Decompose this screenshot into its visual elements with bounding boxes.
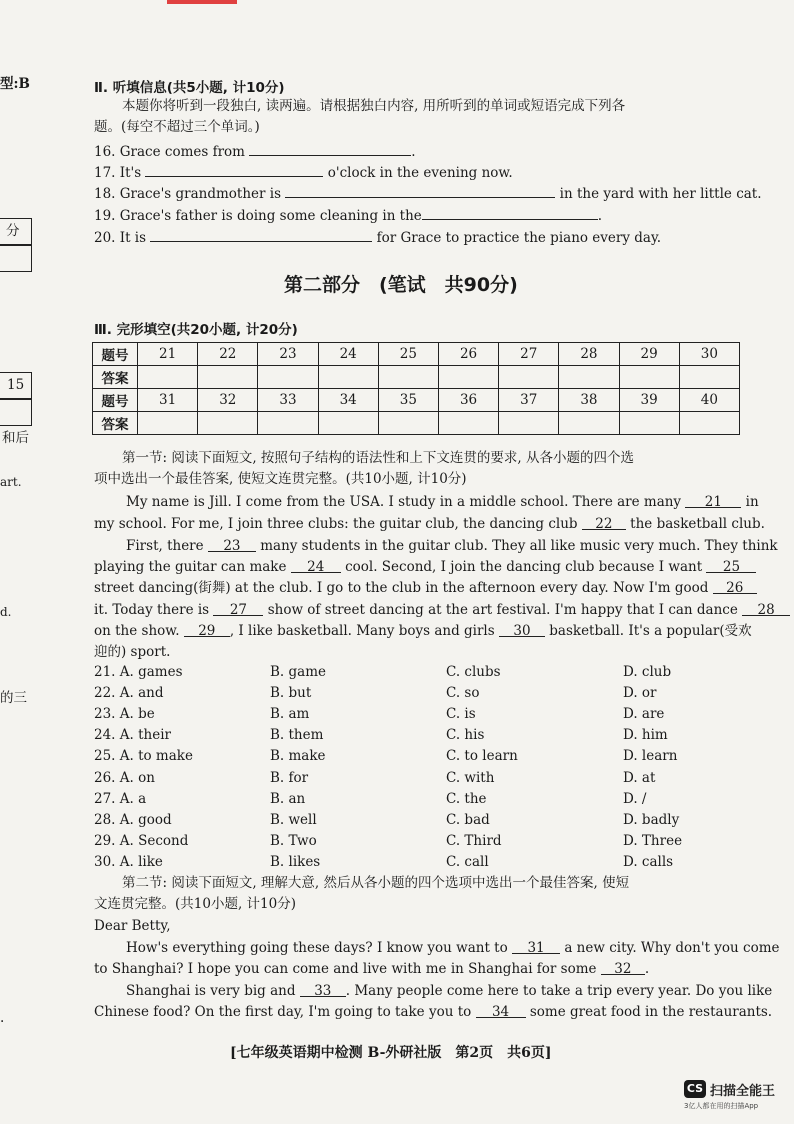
table-row bbox=[93, 366, 740, 389]
blank-27[interactable]: 27 bbox=[213, 600, 263, 616]
table-number-cell: 24 bbox=[318, 343, 378, 366]
question-18 bbox=[94, 182, 762, 205]
option-d[interactable]: D. Three bbox=[623, 832, 683, 849]
question-17-text: 17. It's bbox=[94, 165, 142, 181]
table-label-number: 题号 bbox=[93, 389, 138, 412]
option-a[interactable]: 28. A. good bbox=[94, 811, 172, 828]
section2-instruction-1: 本题你将听到一段独白, 读两遍。请根据独白内容, 用所听到的单词或短语完成下列各 bbox=[122, 98, 626, 114]
blank-29[interactable]: 29 bbox=[184, 621, 230, 637]
passage-text: it. Today there is bbox=[94, 602, 210, 618]
table-number-cell: 39 bbox=[619, 389, 679, 412]
margin-fen: 分 bbox=[6, 223, 20, 239]
question-19-end: . bbox=[597, 208, 603, 224]
option-d[interactable]: D. are bbox=[623, 706, 665, 723]
margin-box-divider-2 bbox=[0, 398, 32, 400]
letter-text: some great food in the restaurants. bbox=[529, 1004, 773, 1020]
question-18-text: 18. Grace's grandmother is bbox=[94, 186, 282, 202]
table-number-cell: 26 bbox=[438, 343, 498, 366]
answer-cell-29[interactable] bbox=[619, 366, 679, 389]
passage-text: , I like basketball. Many boys and girls bbox=[229, 623, 495, 639]
option-a[interactable]: 25. A. to make bbox=[94, 748, 193, 765]
part2-instruction-1: 第二节: 阅读下面短文, 理解大意, 然后从各小题的四个选项中选出一个最佳答案, 使短 bbox=[122, 875, 630, 891]
blank-28[interactable]: 28 bbox=[742, 600, 790, 616]
passage-line-2 bbox=[94, 514, 765, 535]
watermark-subtitle: 3亿人都在用的扫描App bbox=[684, 1102, 759, 1110]
option-d[interactable]: D. club bbox=[623, 664, 672, 680]
table-row bbox=[93, 412, 740, 435]
option-b[interactable]: B. well bbox=[270, 811, 317, 828]
table-number-cell: 25 bbox=[378, 343, 438, 366]
margin-text-desan: 的三 bbox=[0, 690, 27, 706]
answer-cell-39[interactable] bbox=[619, 412, 679, 435]
blank-33[interactable]: 33 bbox=[300, 981, 346, 997]
option-d[interactable]: D. or bbox=[623, 685, 657, 702]
option-a[interactable]: 22. A. and bbox=[94, 685, 164, 702]
margin-text-d: d. bbox=[0, 605, 12, 619]
option-b[interactable]: B. make bbox=[270, 748, 326, 765]
blank-23[interactable]: 23 bbox=[208, 536, 256, 552]
option-b[interactable]: B. an bbox=[270, 790, 306, 807]
blank-26[interactable]: 26 bbox=[713, 578, 757, 594]
question-19-text: 19. Grace's father is doing some cleaning in the bbox=[94, 208, 422, 224]
question-20-text: 20. It is bbox=[94, 230, 147, 246]
option-c[interactable]: C. to learn bbox=[446, 748, 518, 765]
passage-text: the basketball club. bbox=[630, 516, 765, 532]
table-number-cell: 23 bbox=[258, 343, 318, 366]
blank-34[interactable]: 34 bbox=[476, 1002, 526, 1018]
answer-blank-18[interactable] bbox=[285, 182, 555, 198]
question-17 bbox=[94, 161, 513, 184]
blank-21[interactable]: 21 bbox=[685, 492, 741, 508]
option-b[interactable]: B. them bbox=[270, 727, 324, 744]
answer-cell-28[interactable] bbox=[559, 366, 619, 389]
margin-text-dot: . bbox=[0, 1010, 5, 1026]
table-label-number: 题号 bbox=[93, 343, 138, 366]
passage-text: cool. Second, I join the dancing club because I want bbox=[345, 559, 703, 575]
option-b[interactable]: B. but bbox=[270, 685, 312, 702]
table-number-cell: 29 bbox=[619, 343, 679, 366]
letter-line-3 bbox=[126, 981, 772, 1002]
option-c[interactable]: C. the bbox=[446, 790, 487, 807]
question-20-end: for Grace to practice the piano every day. bbox=[376, 230, 662, 246]
passage-text: First, there bbox=[126, 538, 204, 554]
option-a[interactable]: 21. A. games bbox=[94, 664, 183, 680]
passage-text: many students in the guitar club. They all like music very much. They think bbox=[260, 538, 778, 554]
letter-line-1 bbox=[126, 938, 780, 959]
question-20 bbox=[94, 226, 661, 249]
answer-blank-16[interactable] bbox=[249, 140, 411, 156]
letter-text: Shanghai is very big and bbox=[126, 983, 296, 999]
option-c[interactable]: C. his bbox=[446, 727, 485, 744]
letter-greeting: Dear Betty, bbox=[94, 918, 171, 934]
table-row bbox=[93, 343, 740, 366]
option-a[interactable]: 27. A. a bbox=[94, 790, 147, 807]
question-16-text: 16. Grace comes from bbox=[94, 144, 245, 160]
option-c[interactable]: C. so bbox=[446, 685, 480, 702]
letter-text: to Shanghai? I hope you can come and live with me in Shanghai for some bbox=[94, 961, 597, 977]
answer-cell-26[interactable] bbox=[438, 366, 498, 389]
answer-cell-31[interactable] bbox=[138, 412, 198, 435]
table-number-cell: 27 bbox=[499, 343, 559, 366]
question-17-end: o'clock in the evening now. bbox=[327, 165, 513, 181]
answer-cell-32[interactable] bbox=[198, 412, 258, 435]
answer-cell-24[interactable] bbox=[318, 366, 378, 389]
camscanner-logo-icon: CS bbox=[684, 1080, 706, 1098]
answer-cell-34[interactable] bbox=[318, 412, 378, 435]
letter-line-4 bbox=[94, 1002, 772, 1023]
passage-line-4 bbox=[94, 557, 756, 578]
option-b[interactable]: B. likes bbox=[270, 853, 321, 870]
letter-text: . Many people come here to take a trip every year. Do you like bbox=[345, 983, 773, 999]
passage-text: basketball. It's a popular(受欢 bbox=[549, 623, 752, 639]
table-number-cell: 38 bbox=[559, 389, 619, 412]
passage-line-7 bbox=[94, 621, 752, 642]
option-b[interactable]: B. Two bbox=[270, 832, 317, 849]
letter-text: How's everything going these days? I know you want to bbox=[126, 940, 508, 956]
part1-instruction-1: 第一节: 阅读下面短文, 按照句子结构的语法性和上下文连贯的要求, 从各小题的四个选 bbox=[122, 450, 635, 466]
blank-30[interactable]: 30 bbox=[499, 621, 545, 637]
answer-cell-37[interactable] bbox=[499, 412, 559, 435]
answer-cell-36[interactable] bbox=[438, 412, 498, 435]
table-number-cell: 21 bbox=[138, 343, 198, 366]
option-c[interactable]: C. Third bbox=[446, 832, 502, 849]
passage-line-3 bbox=[126, 536, 778, 557]
option-b[interactable]: B. game bbox=[270, 664, 326, 680]
table-number-cell: 40 bbox=[679, 389, 739, 412]
table-number-cell: 33 bbox=[258, 389, 318, 412]
answer-blank-19[interactable] bbox=[422, 204, 598, 220]
blank-31[interactable]: 31 bbox=[512, 938, 560, 954]
answer-cell-25[interactable] bbox=[378, 366, 438, 389]
table-label-answer: 答案 bbox=[93, 412, 138, 435]
table-number-cell: 31 bbox=[138, 389, 198, 412]
section3-heading: Ⅲ. 完形填空(共20小题, 计20分) bbox=[94, 322, 298, 338]
margin-text-art: art. bbox=[0, 475, 22, 489]
option-d[interactable]: D. calls bbox=[623, 853, 674, 870]
section2-heading: Ⅱ. 听填信息(共5小题, 计10分) bbox=[94, 80, 285, 96]
answer-cell-30[interactable] bbox=[679, 366, 739, 389]
answer-cell-22[interactable] bbox=[198, 366, 258, 389]
question-19 bbox=[94, 204, 602, 227]
letter-text: . bbox=[644, 961, 650, 977]
letter-line-2 bbox=[94, 959, 649, 980]
page-footer: [七年级英语期中检测 B-外研社版 第2页 共6页] bbox=[230, 1045, 552, 1061]
option-c[interactable]: C. call bbox=[446, 853, 489, 870]
option-a[interactable]: 24. A. their bbox=[94, 727, 171, 744]
part-two-title: 第二部分 (笔试 共90分) bbox=[284, 274, 518, 296]
option-c[interactable]: C. with bbox=[446, 769, 495, 786]
section2-instruction-2: 题。(每空不超过三个单词。) bbox=[94, 119, 260, 135]
watermark-name: 扫描全能王 bbox=[710, 1084, 776, 1099]
part2-instruction-2: 文连贯完整。(共10小题, 计10分) bbox=[94, 896, 296, 912]
option-d[interactable]: D. at bbox=[623, 769, 656, 786]
passage-text: in bbox=[745, 494, 759, 510]
passage-text: on the show. bbox=[94, 623, 180, 639]
option-d[interactable]: D. learn bbox=[623, 748, 678, 765]
table-number-cell: 22 bbox=[198, 343, 258, 366]
answer-blank-17[interactable] bbox=[145, 161, 323, 177]
passage-line-5 bbox=[94, 578, 757, 599]
blank-22[interactable]: 22 bbox=[582, 514, 626, 530]
answer-cell-38[interactable] bbox=[559, 412, 619, 435]
blank-24[interactable]: 24 bbox=[291, 557, 341, 573]
blank-32[interactable]: 32 bbox=[601, 959, 645, 975]
option-d[interactable]: D. him bbox=[623, 727, 668, 744]
margin-text-hehou: 和后 bbox=[2, 430, 29, 446]
option-a[interactable]: 29. A. Second bbox=[94, 832, 189, 849]
passage-text: My name is Jill. I come from the USA. I study in a middle school. There are many bbox=[126, 494, 682, 510]
answer-cell-23[interactable] bbox=[258, 366, 318, 389]
option-d[interactable]: D. badly bbox=[623, 811, 680, 828]
table-number-cell: 36 bbox=[438, 389, 498, 412]
table-number-cell: 30 bbox=[679, 343, 739, 366]
letter-text: Chinese food? On the first day, I'm going to take you to bbox=[94, 1004, 472, 1020]
letter-text: a new city. Why don't you come bbox=[564, 940, 780, 956]
option-a[interactable]: 26. A. on bbox=[94, 769, 155, 786]
margin-box-divider bbox=[0, 244, 32, 246]
passage-text: show of street dancing at the art festival. I'm happy that I can dance bbox=[267, 602, 738, 618]
passage-line-6 bbox=[94, 600, 790, 621]
table-number-cell: 34 bbox=[318, 389, 378, 412]
option-a[interactable]: 30. A. like bbox=[94, 853, 163, 870]
answer-cell-27[interactable] bbox=[499, 366, 559, 389]
question-18-end: in the yard with her little cat. bbox=[559, 186, 762, 202]
option-c[interactable]: C. clubs bbox=[446, 664, 501, 680]
passage-text: street dancing(街舞) at the club. I go to the club in the afternoon every day. Now I'm good bbox=[94, 580, 709, 596]
answer-cell-40[interactable] bbox=[679, 412, 739, 435]
table-number-cell: 28 bbox=[559, 343, 619, 366]
option-d[interactable]: D. / bbox=[623, 790, 647, 807]
table-number-cell: 37 bbox=[499, 389, 559, 412]
option-b[interactable]: B. for bbox=[270, 769, 309, 786]
blank-25[interactable]: 25 bbox=[706, 557, 756, 573]
margin-type-label: 型:B bbox=[0, 76, 30, 92]
option-c[interactable]: C. bad bbox=[446, 811, 490, 828]
question-16-end: . bbox=[411, 144, 416, 160]
passage-line-1 bbox=[126, 492, 759, 513]
option-a[interactable]: 23. A. be bbox=[94, 706, 155, 723]
answer-blank-20[interactable] bbox=[150, 226, 372, 242]
top-red-mark bbox=[167, 0, 237, 4]
table-row bbox=[93, 389, 740, 412]
passage-line-8: 迎的) sport. bbox=[94, 644, 171, 660]
table-number-cell: 32 bbox=[198, 389, 258, 412]
option-c[interactable]: C. is bbox=[446, 706, 476, 723]
option-b[interactable]: B. am bbox=[270, 706, 310, 723]
margin-score-15: 15 bbox=[7, 377, 25, 393]
answer-cell-35[interactable] bbox=[378, 412, 438, 435]
table-label-answer: 答案 bbox=[93, 366, 138, 389]
answer-cell-33[interactable] bbox=[258, 412, 318, 435]
answer-table bbox=[92, 342, 740, 435]
part1-instruction-2: 项中选出一个最佳答案, 使短文连贯完整。(共10小题, 计10分) bbox=[94, 471, 467, 487]
passage-text: playing the guitar can make bbox=[94, 559, 287, 575]
answer-cell-21[interactable] bbox=[138, 366, 198, 389]
table-number-cell: 35 bbox=[378, 389, 438, 412]
question-16 bbox=[94, 140, 416, 163]
passage-text: my school. For me, I join three clubs: the guitar club, the dancing club bbox=[94, 516, 578, 532]
